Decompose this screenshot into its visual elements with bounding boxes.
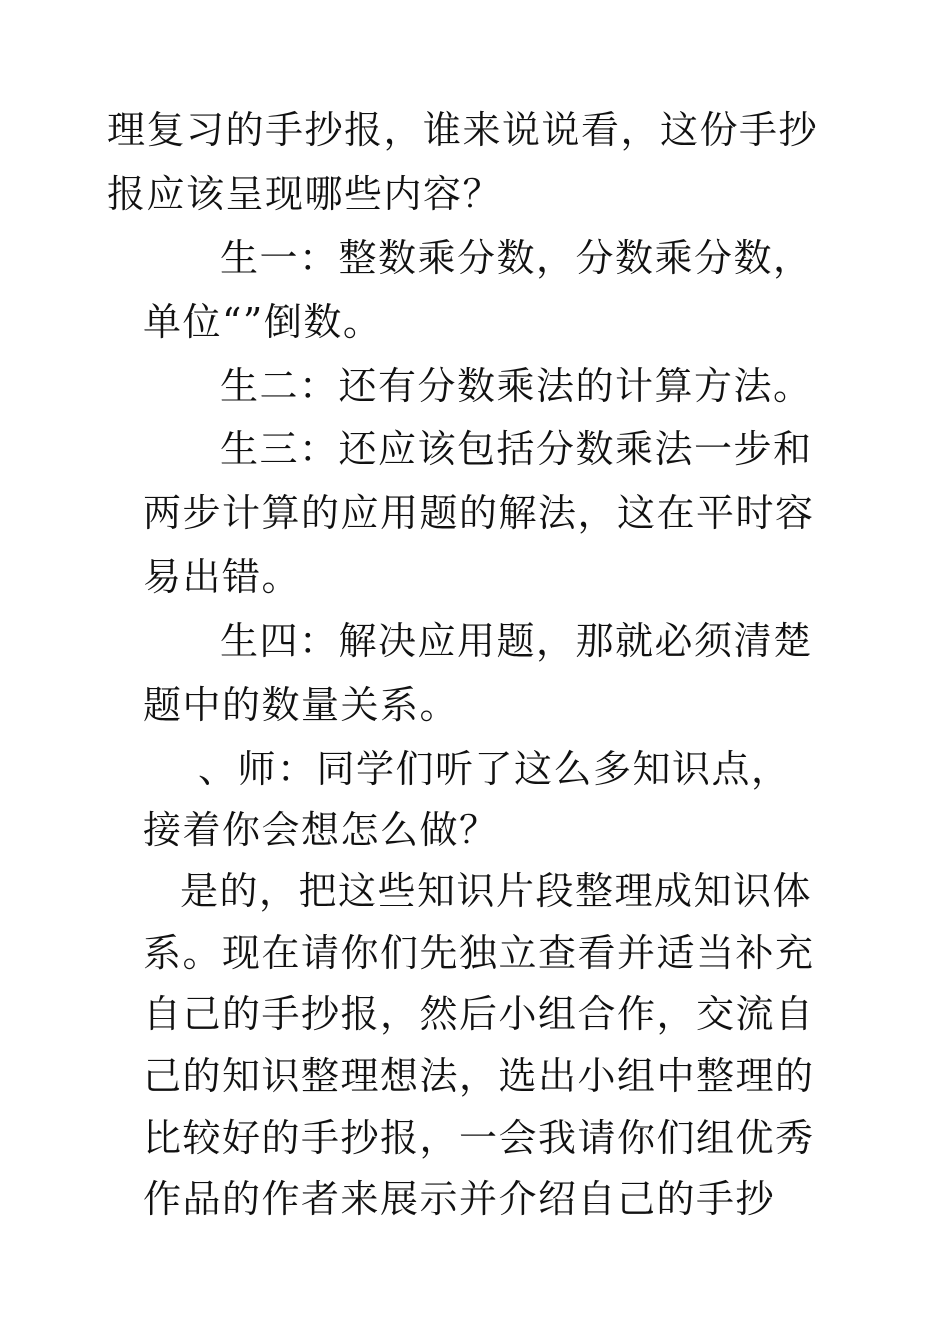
- text-line: 理复习的手抄报，谁来说说看，这份手抄: [107, 108, 819, 152]
- text-line: 是的，把这些知识片段整理成知识体: [180, 869, 813, 913]
- text-line: 报应该呈现哪些内容？: [107, 172, 503, 216]
- text-line: 两步计算的应用题的解法，这在平时容: [143, 491, 815, 535]
- text-line: 比较好的手抄报，一会我请你们组优秀: [143, 1116, 815, 1160]
- text-line: 生四：解决应用题，那就必须清楚: [220, 619, 813, 663]
- text-line: 生一：整数乘分数，分数乘分数，: [220, 236, 813, 280]
- text-line: 自己的手抄报，然后小组合作，交流自: [143, 992, 815, 1036]
- text-line: 己的知识整理想法，选出小组中整理的: [143, 1054, 815, 1098]
- text-line: 接着你会想怎么做？: [143, 808, 499, 852]
- text-line: 生三：还应该包括分数乘法一步和: [220, 427, 813, 471]
- text-line: 、师：同学们听了这么多知识点，: [198, 747, 791, 791]
- text-line: 易出错。: [143, 555, 302, 599]
- text-line: 系。现在请你们先独立查看并适当补充: [143, 931, 815, 975]
- text-line: 作品的作者来展示并介绍自己的手抄: [143, 1177, 776, 1221]
- text-line: 题中的数量关系。: [143, 683, 460, 727]
- text-line: 生二：还有分数乘法的计算方法。: [220, 364, 813, 408]
- text-line: 单位“”倒数。: [143, 300, 383, 344]
